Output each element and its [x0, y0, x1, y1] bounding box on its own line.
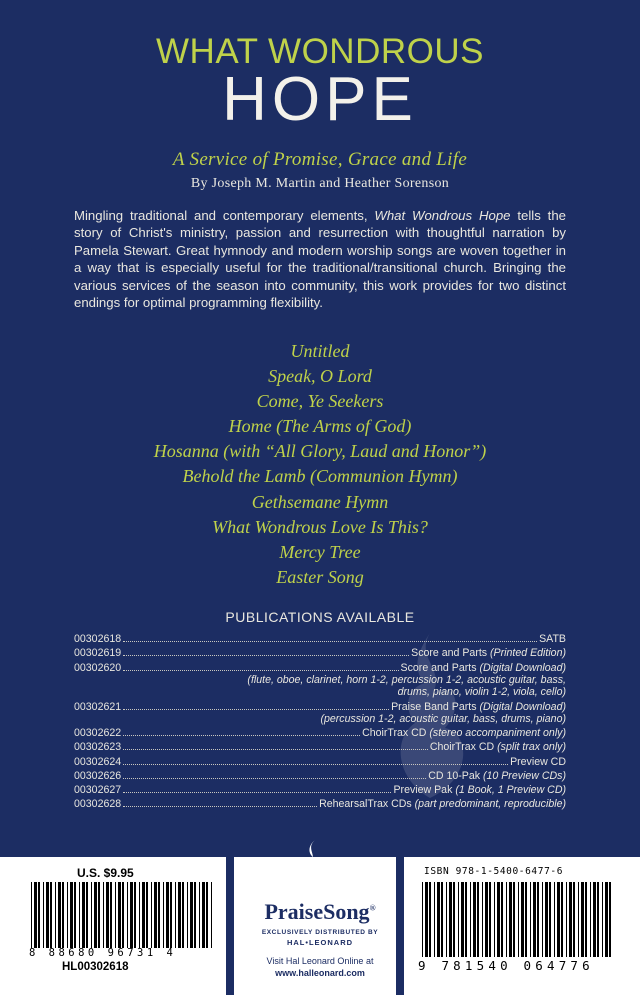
song-item: Easter Song [276, 566, 364, 587]
barcode-bar [554, 882, 555, 957]
publication-desc-text: RehearsalTrax CDs [319, 798, 415, 811]
registered-mark: ® [369, 903, 376, 913]
dot-leader [123, 749, 428, 750]
publication-desc [393, 784, 566, 796]
publication-row [74, 739, 566, 753]
publication-desc-italic: (stereo accompaniment only) [429, 727, 566, 740]
barcode-bar [458, 882, 459, 957]
publication-row [74, 659, 566, 673]
publication-code: 00302626 [74, 769, 122, 782]
dot-leader [123, 778, 426, 779]
publication-code: 00302623 [74, 741, 122, 754]
barcode-bar [470, 882, 471, 957]
publication-desc-italic: (part predominant, reproducible) [414, 798, 566, 811]
barcode-bar [441, 882, 443, 957]
barcode-bar [590, 882, 591, 957]
dot-leader [123, 764, 508, 765]
publication-desc [362, 727, 566, 739]
song-item: Speak, O Lord [268, 366, 372, 387]
barcode-bar [557, 882, 560, 957]
publication-desc [539, 633, 566, 645]
publication-code: 00302618 [74, 633, 122, 646]
barcode-bar [506, 882, 507, 957]
description-title: What Wondrous Hope [374, 208, 511, 223]
barcode-bar [497, 882, 500, 957]
barcode-bar [581, 882, 584, 957]
barcode-bar [561, 882, 563, 957]
publication-code: 00302619 [74, 647, 122, 660]
publication-code: 00302621 [74, 700, 122, 713]
publication-desc-text: Praise Band Parts [391, 700, 480, 713]
publication-desc [510, 756, 566, 768]
barcode-bar [473, 882, 476, 957]
barcode-bar [537, 882, 539, 957]
barcode-bar [545, 882, 548, 957]
barcode-bar [489, 882, 491, 957]
dot-leader [123, 641, 537, 642]
barcode-bar [602, 882, 603, 957]
song-item: Home (The Arms of God) [228, 416, 412, 437]
barcode-bar [465, 882, 467, 957]
barcode-bar [437, 882, 440, 957]
price-label: U.S. $9.95 [77, 866, 134, 880]
barcode-bar [597, 882, 599, 957]
barcode-bar [573, 882, 575, 957]
publication-row [74, 645, 566, 659]
title-line-1: WHAT WONDROUS [156, 32, 484, 71]
barcode-bar [513, 882, 515, 957]
publication-desc [428, 770, 566, 782]
publication-desc-text: Score and Parts [411, 647, 491, 660]
publication-desc [401, 662, 566, 674]
barcode-bar [593, 882, 596, 957]
barcode-bar [542, 882, 543, 957]
song-item: Come, Ye Seekers [256, 391, 384, 412]
publication-desc-italic: (Printed Edition) [490, 647, 566, 660]
song-item: Gethsemane Hymn [251, 491, 389, 512]
publication-desc-text: ChoirTrax CD [362, 727, 430, 740]
publication-code: 00302628 [74, 798, 122, 811]
barcode-bar [518, 882, 519, 957]
distributor-line: EXCLUSIVELY DISTRIBUTED BY [261, 929, 379, 936]
publication-row [74, 782, 566, 796]
barcode-bar [521, 882, 524, 957]
song-item: Untitled [290, 341, 350, 361]
barcode-bar [453, 882, 455, 957]
barcode-bar [525, 882, 527, 957]
publication-desc [391, 701, 566, 713]
publication-desc-text: Preview Pak [393, 783, 456, 796]
publication-desc [430, 741, 566, 753]
dot-leader [123, 806, 317, 807]
barcode-bar [477, 882, 479, 957]
dot-leader [123, 655, 409, 656]
byline: By Joseph M. Martin and Heather Sorenson [190, 176, 450, 191]
publication-desc-text: Score and Parts [400, 661, 480, 674]
publication-code: 00302624 [74, 755, 122, 768]
barcode-bar [501, 882, 503, 957]
title-line-2: HOPE [222, 65, 418, 134]
barcode-bar [461, 882, 464, 957]
publication-row [74, 698, 566, 712]
dot-leader [123, 709, 389, 710]
publication-row [74, 725, 566, 739]
barcode-bar [425, 882, 428, 957]
publication-desc-text: Preview CD [510, 755, 566, 768]
visit-line: Visit Hal Leonard Online at [266, 956, 374, 966]
publication-desc-italic: (Digital Download) [479, 661, 566, 674]
product-code: HL00302618 [62, 961, 129, 973]
description-text: Mingling traditional and contemporary elements, [74, 208, 375, 223]
dot-leader [123, 670, 398, 671]
barcode-bar [585, 882, 587, 957]
song-item: What Wondrous Love Is This? [212, 516, 428, 537]
description [74, 207, 566, 311]
barcode-bar [434, 882, 435, 957]
website-link[interactable]: www.halleonard.com [275, 968, 365, 978]
barcode-bar [494, 882, 495, 957]
publication-note: (percussion 1-2, acoustic guitar, bass, drums, piano) [320, 712, 566, 725]
brand-name: PraiseSong [264, 899, 370, 924]
barcode-bar [566, 882, 567, 957]
publication-row [74, 768, 566, 782]
dot-leader [123, 792, 391, 793]
song-list [0, 339, 640, 590]
barcode-bar [569, 882, 572, 957]
barcode-bar [509, 882, 512, 957]
distributor-name: HAL•LEONARD [286, 938, 354, 947]
publication-desc [319, 798, 566, 810]
barcode-bar [422, 882, 423, 957]
publication-note: (flute, oboe, clarinet, horn 1-2, percussion 1-2, acoustic guitar, bass, drums, piano, violin 1-2, viola, cello) [247, 673, 566, 698]
publication-desc-italic: (split trax only) [497, 741, 566, 754]
publication-desc-text: CD 10-Pak [428, 769, 483, 782]
barcode-bar [549, 882, 551, 957]
song-item: Mercy Tree [279, 541, 361, 562]
barcode-bar [605, 882, 608, 957]
isbn-barcode-icon [420, 882, 614, 957]
isbn-label: ISBN 978-1-5400-6477-6 [424, 866, 564, 877]
song-item: Hosanna (with “All Glory, Laud and Honor”) [153, 441, 487, 462]
subtitle: A Service of Promise, Grace and Life [172, 149, 468, 170]
barcode-bar [449, 882, 452, 957]
barcode-bar [533, 882, 536, 957]
publication-row [74, 753, 566, 767]
isbn-digits: 9 781540 064776 [418, 958, 594, 973]
barcode-bar [578, 882, 579, 957]
barcode-bar [530, 882, 531, 957]
description-text-rest: tells the story of Christ's ministry, passion and resurrection with thoughtful narration by Pamela Stewart. Great hymnody and modern worship songs are woven together in a way that is especially useful for the traditional/transitional church. Bringing the various services of the season into community, this work provides for two distinct endings for optimal programming flexibility. [74, 208, 566, 311]
publication-desc [411, 647, 566, 659]
publication-row [74, 796, 566, 810]
dot-leader [123, 735, 360, 736]
publication-desc-italic: (10 Preview CDs) [482, 769, 566, 782]
publication-desc-text: SATB [539, 633, 566, 646]
barcode-bar [446, 882, 447, 957]
publication-desc-italic: (1 Book, 1 Preview CD) [455, 783, 566, 796]
publication-desc-text: ChoirTrax CD [429, 741, 498, 754]
publication-code: 00302620 [74, 661, 122, 674]
publication-code: 00302622 [74, 727, 122, 740]
barcode-bar [609, 882, 611, 957]
publication-desc-italic: (Digital Download) [479, 700, 566, 713]
upc-digits: 8 88680 96731 4 [29, 947, 177, 959]
publication-code: 00302627 [74, 783, 122, 796]
publication-row [74, 631, 566, 645]
song-item: Behold the Lamb (Communion Hymn) [182, 466, 458, 487]
barcode-bar [482, 882, 483, 957]
barcode-bar [485, 882, 488, 957]
barcode-bar [429, 882, 431, 957]
publications-heading: PUBLICATIONS AVAILABLE [225, 609, 415, 625]
publications-list [74, 631, 566, 810]
